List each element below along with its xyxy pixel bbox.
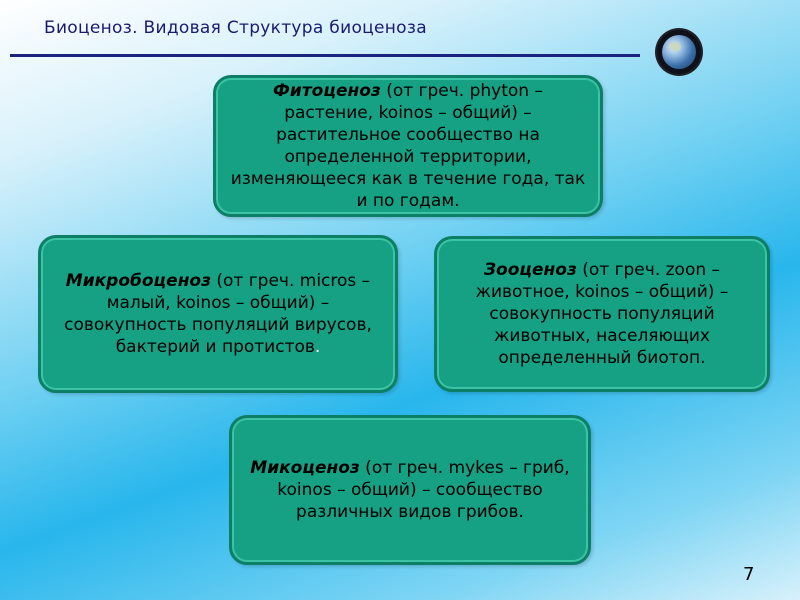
definition-zoocenosis: (от греч. zoon – животное, koinos – общий) – совокупность популяций животных, населяющих определенный биотоп.: [475, 260, 729, 368]
trailing-dot: .: [314, 337, 321, 357]
definition-microbocenosis: (от греч. micros – малый, koinos – общий) – совокупность популяций вирусов, бактерий и протистов: [64, 271, 372, 357]
term-zoocenosis: Зооценоз: [483, 260, 577, 280]
term-mycocenosis: Микоценоз: [250, 458, 360, 478]
card-microbocenosis: [38, 235, 398, 393]
term-phytocenosis: Фитоценоз: [273, 81, 381, 101]
term-microbocenosis: Микробоценоз: [65, 271, 211, 291]
definition-phytocenosis: (от греч. phyton – растение, koinos – общий) – растительное сообщество на определенной территории, изменяющееся как в течение года, так и по годам.: [230, 81, 586, 211]
card-mycocenosis: [229, 415, 591, 565]
card-mycocenosis-text: [246, 457, 574, 523]
card-phytocenosis: [213, 75, 603, 217]
globe-land: [669, 42, 681, 51]
title-underline: [10, 54, 640, 57]
definition-mycocenosis: (от греч. mykes – гриб, koinos – общий) – сообщество различных видов грибов.: [277, 458, 570, 522]
earth-globe-icon: [657, 30, 701, 74]
slide-title: Биоценоз. Видовая Структура биоценоза: [44, 18, 427, 38]
card-microbocenosis-text: [55, 270, 381, 358]
card-zoocenosis-text: [451, 259, 753, 369]
card-phytocenosis-text: [230, 80, 586, 212]
card-zoocenosis: [434, 236, 770, 392]
globe-sphere: [662, 35, 696, 69]
page-number: 7: [743, 564, 755, 585]
